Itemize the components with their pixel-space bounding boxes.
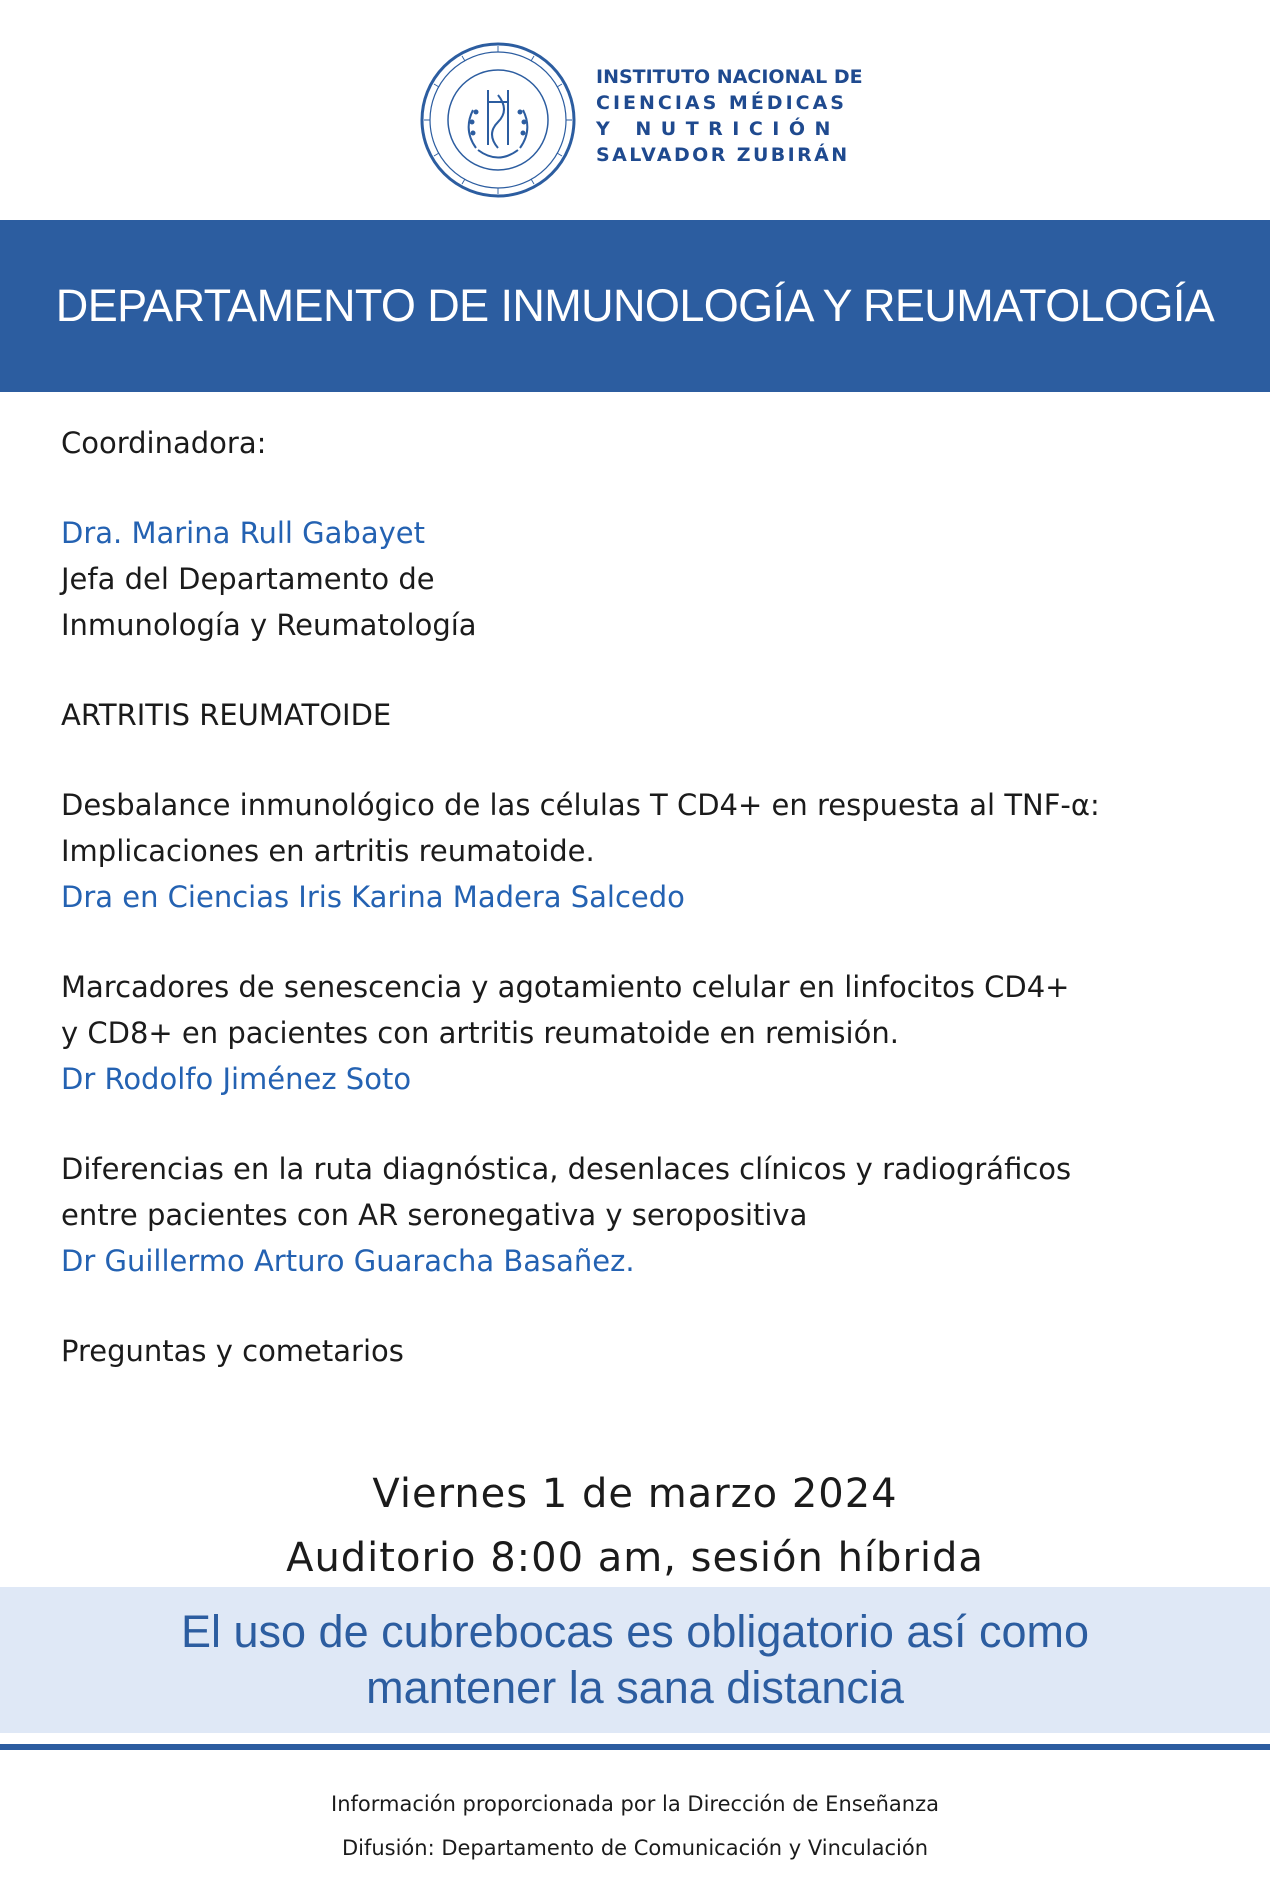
footer-divider — [0, 1744, 1270, 1750]
session-topic: ARTRITIS REUMATOIDE — [61, 698, 392, 732]
spacer — [61, 1284, 1221, 1328]
header-logo-area — [0, 0, 1270, 220]
coordinator-role-line-1: Jefa del Departamento de — [61, 562, 435, 596]
talk-speaker: Dra en Ciencias Iris Karina Madera Salcedo — [61, 880, 685, 914]
closing-remarks: Preguntas y cometarios — [61, 1334, 404, 1368]
footer-line-2: Difusión: Departamento de Comunicación y Vinculación — [341, 1836, 929, 1860]
talk-title-line-1: Desbalance inmunológico de las células T CD4+ en respuesta al TNF-α: — [61, 788, 1100, 822]
program-content — [61, 420, 1221, 1374]
spacer — [61, 648, 1221, 692]
spacer — [61, 466, 1221, 510]
talk-title-line-1: Marcadores de senescencia y agotamiento celular en linfocitos CD4+ — [61, 970, 1070, 1004]
institution-name-line-2: CIENCIAS MÉDICAS — [596, 92, 847, 114]
notice-line-1: El uso de cubrebocas es obligatorio así como — [180, 1606, 1090, 1657]
talk-title-line-2: entre pacientes con AR seronegativa y seropositiva — [61, 1198, 808, 1232]
event-schedule — [0, 1462, 1270, 1590]
spacer — [61, 1102, 1221, 1146]
institutional-seal-icon — [418, 40, 578, 200]
institution-name — [596, 64, 863, 168]
talk-title-line-2: y CD8+ en pacientes con artritis reumatoide en remisión. — [61, 1016, 899, 1050]
talk-title-line-1: Diferencias en la ruta diagnóstica, desenlaces clínicos y radiográficos — [61, 1152, 1072, 1186]
notice-line-2: mantener la sana distancia — [366, 1662, 904, 1713]
talk-speaker: Dr Rodolfo Jiménez Soto — [61, 1062, 412, 1096]
footer-line-1: Información proporcionada por la Dirección de Enseñanza — [331, 1792, 939, 1816]
coordinator-label: Coordinadora: — [61, 426, 267, 460]
talk-speaker: Dr Guillermo Arturo Guaracha Basañez. — [61, 1244, 635, 1278]
talk-title-line-2: Implicaciones en artritis reumatoide. — [61, 834, 595, 868]
institution-name-line-1: INSTITUTO NACIONAL DE — [596, 66, 863, 88]
institution-name-line-4: SALVADOR ZUBIRÁN — [596, 144, 850, 166]
coordinator-role-line-2: Inmunología y Reumatología — [61, 608, 477, 642]
spacer — [61, 920, 1221, 964]
department-banner — [0, 220, 1270, 392]
event-date: Viernes 1 de marzo 2024 — [372, 1471, 898, 1517]
institution-name-line-3: Y NUTRICIÓN — [596, 118, 840, 140]
event-place-time: Auditorio 8:00 am, sesión híbrida — [286, 1535, 984, 1581]
department-title: DEPARTAMENTO DE INMUNOLOGÍA Y REUMATOLOGÍA — [55, 280, 1215, 331]
footer — [0, 1782, 1270, 1870]
coordinator-name: Dra. Marina Rull Gabayet — [61, 516, 425, 550]
mask-notice-banner — [0, 1587, 1270, 1733]
spacer — [61, 738, 1221, 782]
